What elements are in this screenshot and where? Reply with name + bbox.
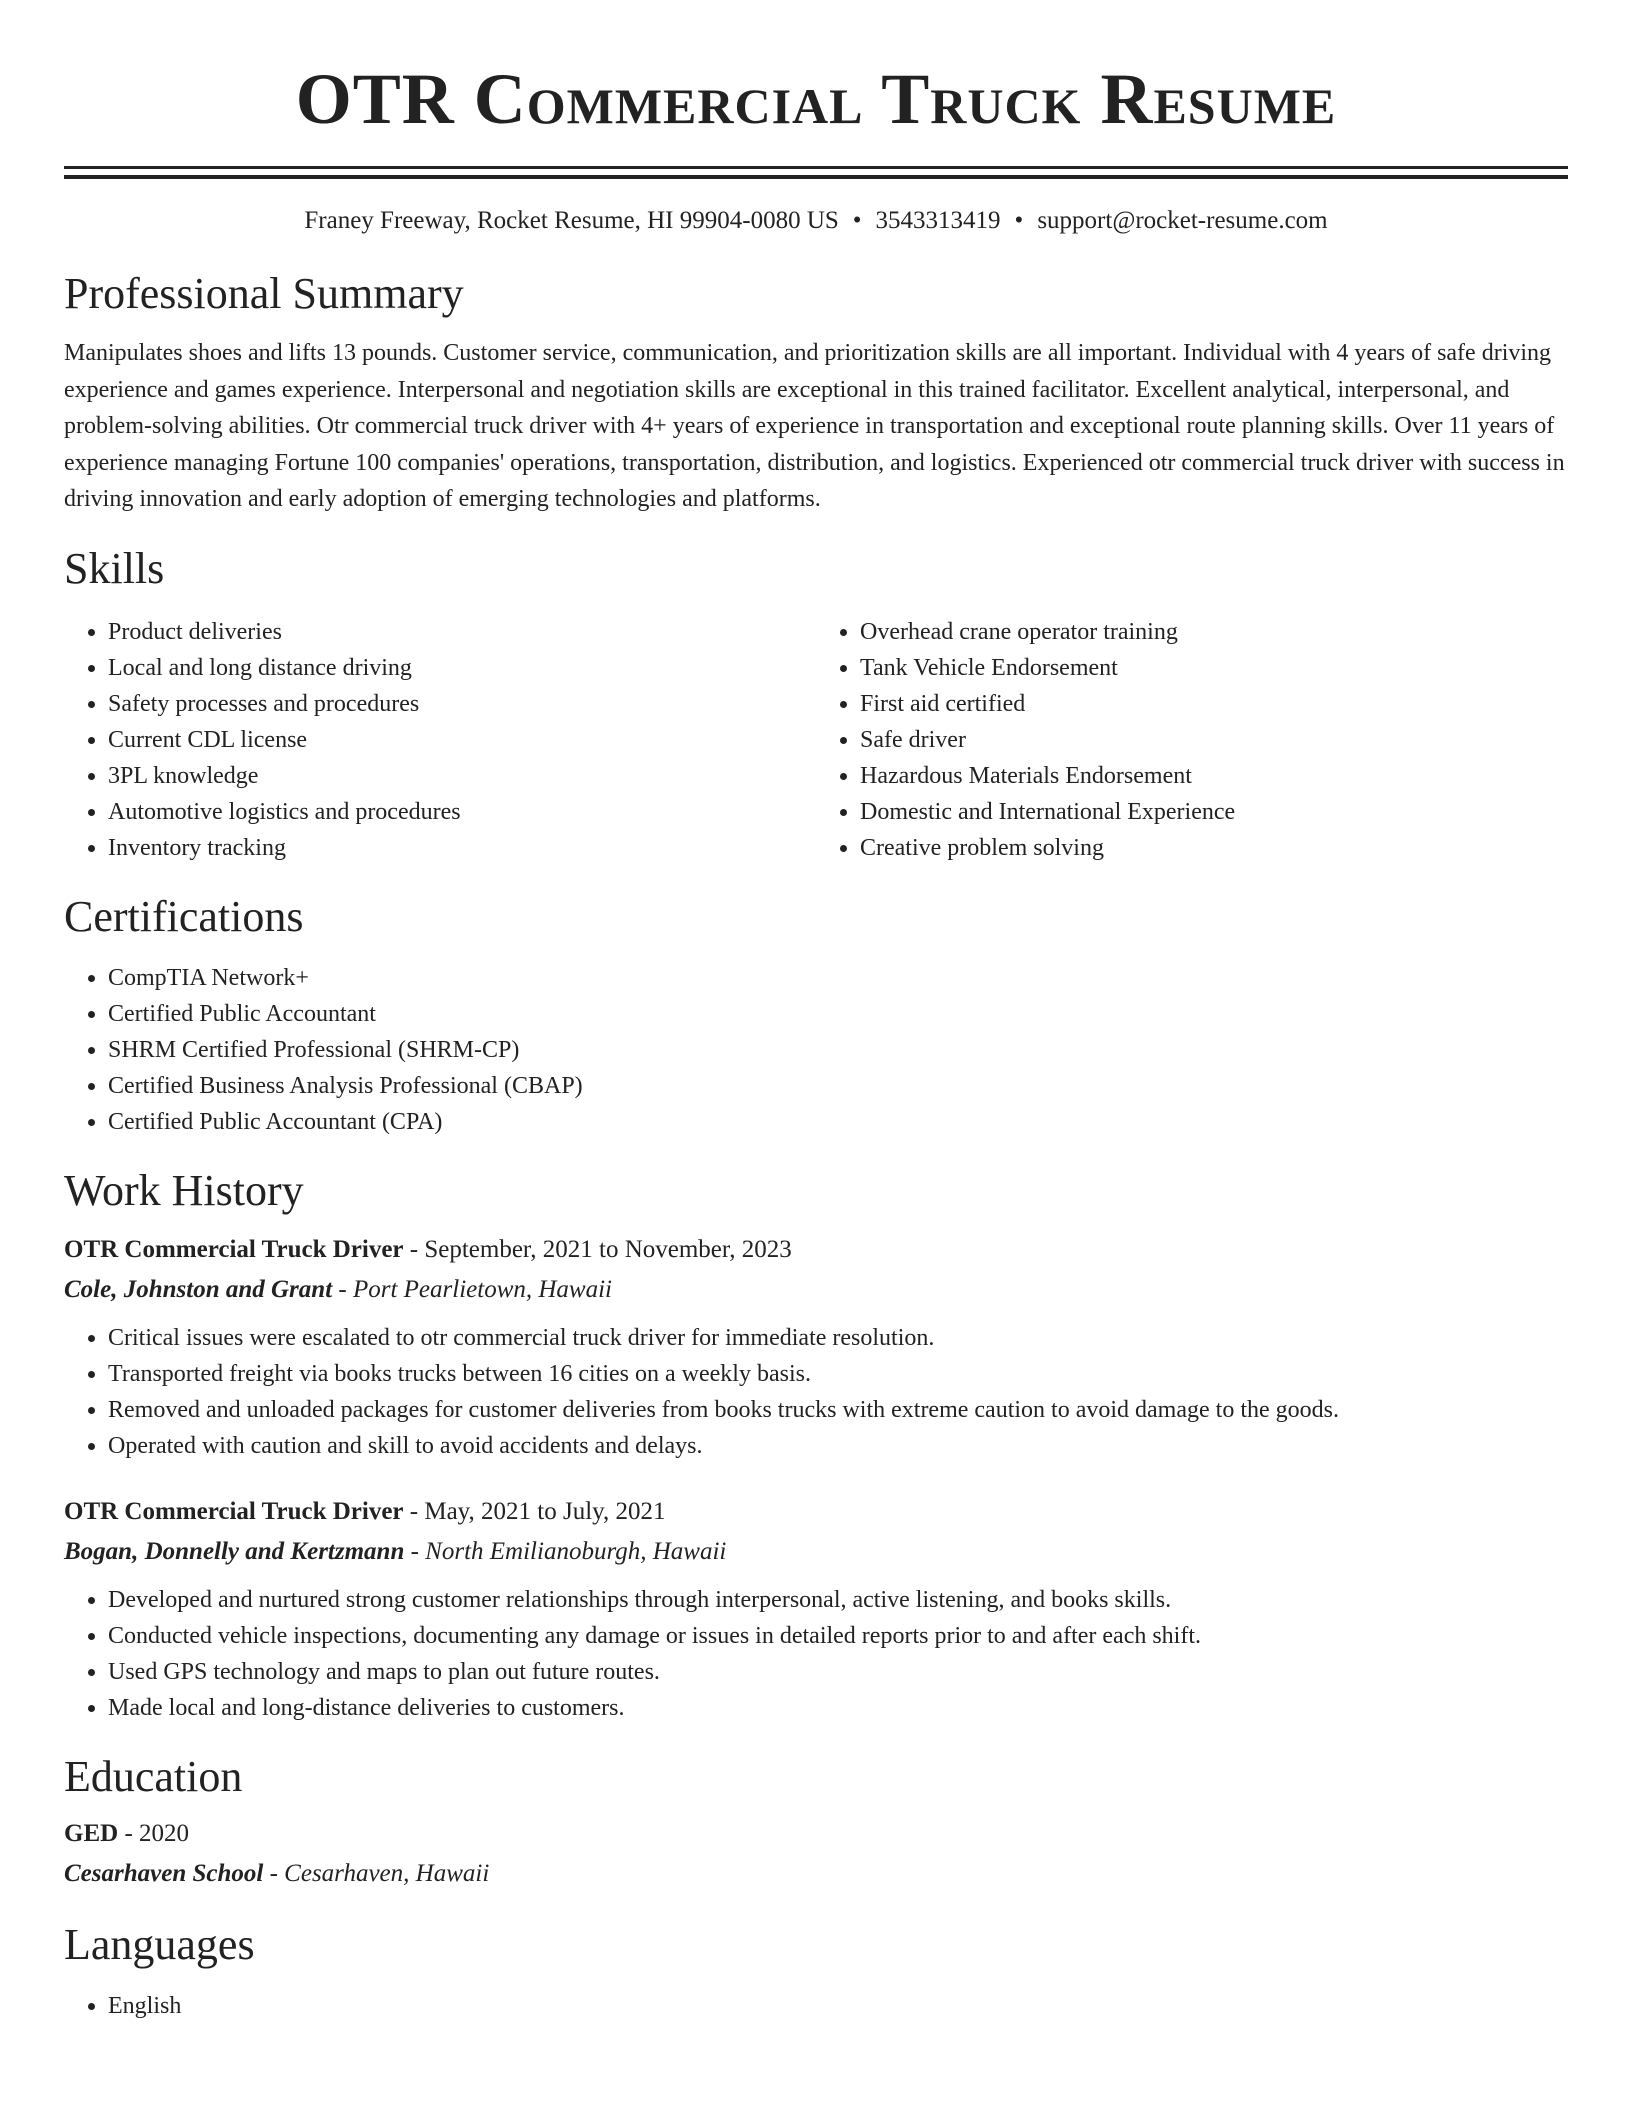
education-degree: GED <box>64 1819 119 1847</box>
skill-item: • Inventory tracking <box>108 830 816 866</box>
skill-item: • Product deliveries <box>108 614 816 650</box>
certification-item: • Certified Public Accountant (CPA) <box>108 1104 1568 1140</box>
skills-list-left <box>64 614 816 866</box>
skill-item: • Hazardous Materials Endorsement <box>860 758 1568 794</box>
skills-list-right <box>816 614 1568 866</box>
education-school: Cesarhaven School <box>64 1859 264 1887</box>
education-heading: Education <box>64 1751 243 1801</box>
skills-columns <box>64 614 1568 866</box>
skill-item: • First aid certified <box>860 686 1568 722</box>
skill-item: • Overhead crane operator training <box>860 614 1568 650</box>
job-title-line <box>64 1230 1568 1270</box>
job-bullet: • Made local and long-distance deliveries to customers. <box>108 1690 1568 1726</box>
certification-item: • SHRM Certified Professional (SHRM-CP) <box>108 1032 1568 1068</box>
job-location: - Port Pearlietown, Hawaii <box>332 1275 612 1303</box>
contact-separator: • <box>852 207 862 234</box>
skill-item: • Safety processes and procedures <box>108 686 816 722</box>
skill-item: • Current CDL license <box>108 722 816 758</box>
job-dates: - May, 2021 to July, 2021 <box>403 1497 666 1525</box>
languages-list <box>64 1988 1568 2024</box>
job-company: Bogan, Donnelly and Kertzmann <box>64 1537 405 1565</box>
summary-heading: Professional Summary <box>64 269 464 318</box>
job-company-line <box>64 1270 1568 1310</box>
job-bullet: • Conducted vehicle inspections, documenting any damage or issues in detailed reports prior to and after each shift. <box>108 1618 1568 1654</box>
contact-phone: 3543313419 <box>875 207 1001 234</box>
work-history-heading: Work History <box>64 1165 304 1215</box>
job-location: - North Emilianoburgh, Hawaii <box>404 1537 727 1565</box>
job-bullet: • Used GPS technology and maps to plan out future routes. <box>108 1654 1568 1690</box>
title-divider <box>64 166 1568 179</box>
skill-item: • Automotive logistics and procedures <box>108 794 816 830</box>
contact-separator: • <box>1014 207 1024 234</box>
job-title: OTR Commercial Truck Driver <box>64 1497 404 1525</box>
summary-text: Manipulates shoes and lifts 13 pounds. Customer service, communication, and prioritization skills are all important. Individual with 4 years of safe driving experience and games experience. Interpersonal and negotiation skills are exceptional in this trained facilitator. Excellent analytical, interpersonal, and problem-solving abilities. Otr commercial truck driver with 4+ years of experience in transportation and exceptional route planning skills. Over 11 years of experience managing Fortune 100 companies' operations, transportation, distribution, and logistics. Experienced otr commercial truck driver with success in driving innovation and early adoption of emerging technologies and platforms. <box>64 340 1565 512</box>
job-bullets <box>64 1320 1568 1464</box>
skill-item: • Domestic and International Experience <box>860 794 1568 830</box>
resume-title: OTR Commercial Truck Resume <box>295 59 1337 139</box>
education-degree-line <box>64 1814 1568 1854</box>
certification-item: • Certified Business Analysis Professional (CBAP) <box>108 1068 1568 1104</box>
job-company: Cole, Johnston and Grant <box>64 1275 333 1303</box>
language-item: • English <box>108 1988 1568 2024</box>
education-year: - 2020 <box>118 1819 190 1847</box>
certification-item: • CompTIA Network+ <box>108 960 1568 996</box>
job-title: OTR Commercial Truck Driver <box>64 1235 404 1263</box>
certifications-heading: Certifications <box>64 891 304 941</box>
education-entry <box>64 1814 1568 1894</box>
skill-item: • Safe driver <box>860 722 1568 758</box>
contact-email[interactable]: support@rocket-resume.com <box>1037 207 1328 234</box>
job-entry <box>64 1492 1568 1726</box>
job-dates: - September, 2021 to November, 2023 <box>403 1235 792 1263</box>
contact-line <box>64 203 1568 239</box>
job-bullet: • Removed and unloaded packages for customer deliveries from books trucks with extreme caution to avoid damage to the goods. <box>108 1392 1568 1428</box>
skill-item: • 3PL knowledge <box>108 758 816 794</box>
job-bullet: • Transported freight via books trucks between 16 cities on a weekly basis. <box>108 1356 1568 1392</box>
job-bullet: • Operated with caution and skill to avoid accidents and delays. <box>108 1428 1568 1464</box>
languages-heading: Languages <box>64 1919 255 1969</box>
education-location: - Cesarhaven, Hawaii <box>263 1859 490 1887</box>
education-school-line <box>64 1854 1568 1894</box>
job-title-line <box>64 1492 1568 1532</box>
skill-item: • Tank Vehicle Endorsement <box>860 650 1568 686</box>
job-company-line <box>64 1532 1568 1572</box>
job-bullets <box>64 1582 1568 1726</box>
job-bullet: • Developed and nurtured strong customer relationships through interpersonal, active listening, and books skills. <box>108 1582 1568 1618</box>
skill-item: • Local and long distance driving <box>108 650 816 686</box>
job-entry <box>64 1230 1568 1464</box>
certifications-list <box>64 960 1568 1140</box>
certification-item: • Certified Public Accountant <box>108 996 1568 1032</box>
job-bullet: • Critical issues were escalated to otr commercial truck driver for immediate resolution. <box>108 1320 1568 1356</box>
contact-address: Franey Freeway, Rocket Resume, HI 99904-0080 US <box>304 207 839 234</box>
skills-heading: Skills <box>64 543 165 593</box>
skill-item: • Creative problem solving <box>860 830 1568 866</box>
